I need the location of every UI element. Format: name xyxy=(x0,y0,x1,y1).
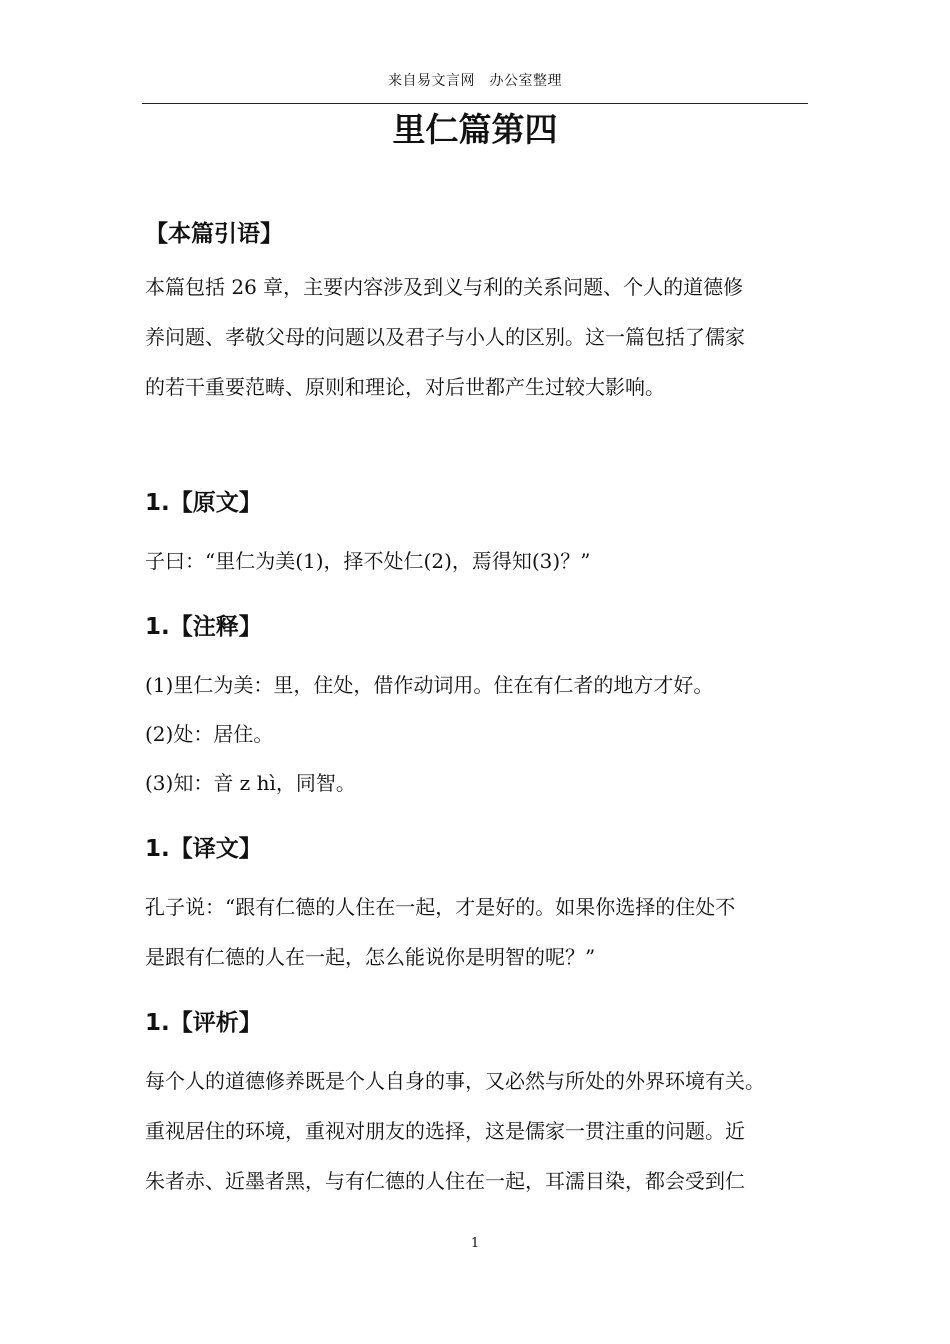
intro-line-1: 本篇包括 26 章，主要内容涉及到义与利的关系问题、个人的道德修 xyxy=(145,275,744,299)
analysis-line-3: 朱者赤、近墨者黑，与有仁德的人住在一起，耳濡目染，都会受到仁 xyxy=(145,1169,745,1193)
translation-line-2: 是跟有仁德的人在一起，怎么能说你是明智的呢？” xyxy=(145,945,596,969)
original-heading: 1.【原文】 xyxy=(145,490,262,516)
intro-line-3: 的若干重要范畴、原则和理论，对后世都产生过较大影响。 xyxy=(145,375,665,399)
analysis-line-1: 每个人的道德修养既是个人自身的事，又必然与所处的外界环境有关。 xyxy=(145,1069,765,1093)
notes-heading: 1.【注释】 xyxy=(145,614,262,640)
note-line-3: (3)知：音 z hì，同智。 xyxy=(145,771,356,795)
note-line-2: (2)处：居住。 xyxy=(145,722,274,746)
analysis-heading: 1.【评析】 xyxy=(145,1010,262,1036)
note-line-1: (1)里仁为美：里，住处，借作动词用。住在有仁者的地方才好。 xyxy=(145,673,714,697)
page-number: 1 xyxy=(470,1236,480,1251)
document-title: 里仁篇第四 xyxy=(392,110,558,149)
translation-line-1: 孔子说：“跟有仁德的人住在一起，才是好的。如果你选择的住处不 xyxy=(145,895,736,919)
intro-line-2: 养问题、孝敬父母的问题以及君子与小人的区别。这一篇包括了儒家 xyxy=(145,325,745,349)
intro-heading: 【本篇引语】 xyxy=(145,221,283,247)
analysis-line-2: 重视居住的环境，重视对朋友的选择，这是儒家一贯注重的问题。近 xyxy=(145,1119,745,1143)
original-line-1: 子曰：“里仁为美(1)，择不处仁(2)，焉得知(3)？” xyxy=(145,549,591,573)
page-header: 来自易文言网 办公室整理 xyxy=(388,73,562,89)
translation-heading: 1.【译文】 xyxy=(145,836,262,862)
